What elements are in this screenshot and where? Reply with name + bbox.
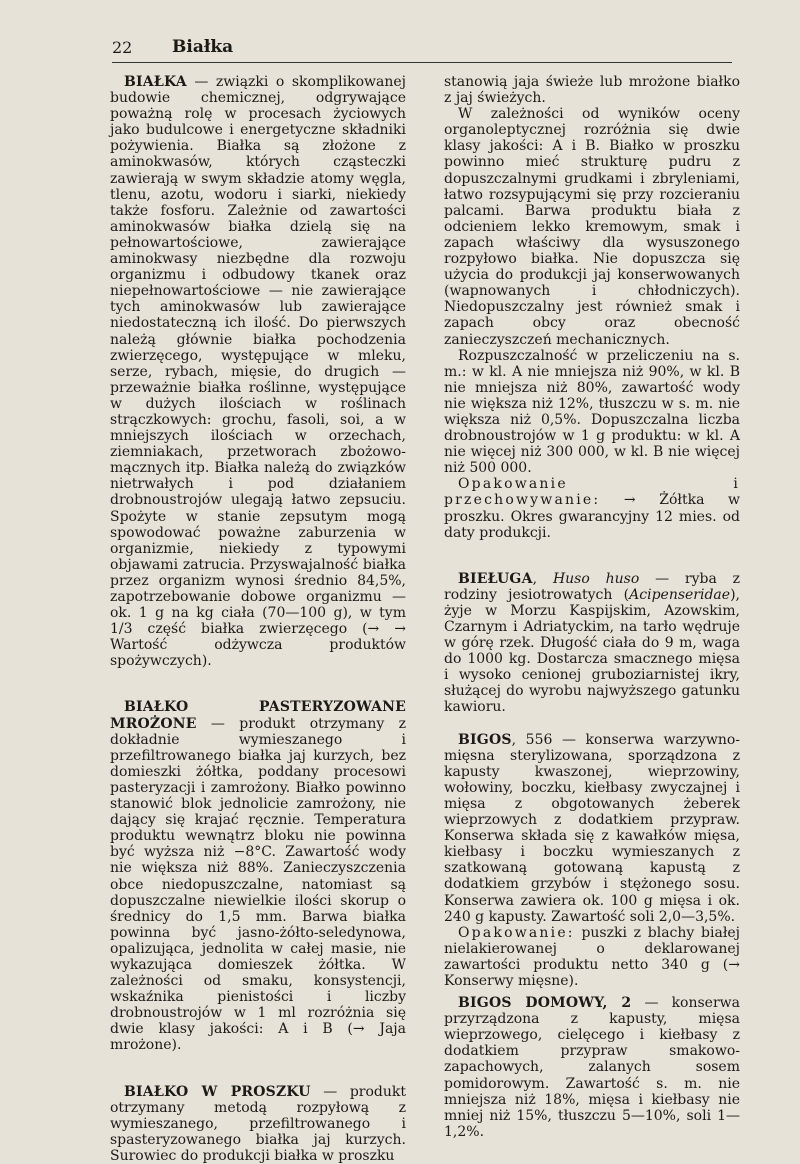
left-column	[110, 74, 406, 1164]
packaging-text: → Żółtka w proszku. Okres gwarancyjny 12 mies. od daty produkcji.	[444, 492, 740, 541]
entry-bieluga: BIEŁUGA, Huso huso — ryba z rodziny jesiotrowatych (Acipenseridae), żyje w Morzu Kaspijskim, Azowskim, Czarnym i Adriatyckim, na tarło wędruje w górę rzek. Długość ciała do 9 m, waga do 1000 kg. Dostarcza smacznego mięsa i wysoko cenionej gruboziarnistej ikry, służącej do wyrobu najwyższego gatunku kawioru.	[444, 570, 741, 716]
packaging-text: puszki z blachy białej nielakierowanej o deklarowanej zawartości produktu netto 340 g (→ Konserwy mięsne).	[444, 924, 740, 989]
headword-bigos: BIGOS	[458, 731, 512, 748]
headword-bialko-pasteryzowane: BIAŁKO PASTERYZOWANE MROŻONE	[110, 699, 406, 732]
paragraph: Rozpuszczalność w przeliczeniu na s. m.: w kl. A nie mniejsza niż 90%, w kl. B nie mniejsza niż 80%, zawartość wody nie większa niż 12%, tłuszczu w s. m. nie większa niż 0,5%. Dopuszczalna liczba drobnoustrojów w 1 g produktu: w kl. A nie więcej niż 300 000, w kl. B nie więcej niż 500 000.	[444, 347, 740, 477]
entry-bialko-w-proszku	[110, 1084, 406, 1164]
family-name: Acipenseridae	[629, 586, 731, 603]
packaging-note	[444, 476, 740, 540]
entry-bigos	[444, 732, 740, 925]
entry-text: — konserwa przyrządzona z kapusty, mięsa wieprzowego, cielęcego i kiełbasy z dodatkiem przypraw smakowo-zapachowych, zalanych sosem pomidorowym. Zawartość s. m. nie mniejsza niż 18%, mięsa i kiełbasy nie mniej niż 15%, tłuszczu 5—10%, soli 1—1,2%.	[444, 995, 740, 1140]
running-title: Białka	[172, 37, 234, 57]
entry-text: — ryba z rodziny jesiotrowatych (	[444, 570, 741, 603]
headword-bieluga: BIEŁUGA	[458, 570, 533, 587]
entry-bialko-pasteryzowane	[110, 699, 406, 1053]
entry-text: ), żyje w Morzu Kaspijskim, Azowskim, Czarnym i Adriatyckim, na tarło wędruje w górę rzek. Długość ciała do 9 m, waga do 1000 kg. Dostarcza smacznego mięsa i wysoko cenionej gruboziarnistej ikry, służącej do wyrobu najwyższego gatunku kawioru.	[444, 586, 740, 716]
entry-bigos-domowy	[444, 995, 740, 1140]
packaging-note	[444, 925, 740, 989]
entry-bialka	[110, 74, 406, 669]
running-header	[112, 36, 732, 63]
entry-text: — produkt otrzymany metodą rozpyłową z wymieszanego, przefiltrowanego i spasteryzowanego białka jaj kurzych. Surowiec do produkcji białka w proszku	[110, 1083, 406, 1164]
entry-text: — produkt otrzymany z dokładnie wymieszanego i przefiltrowanego białka jaj kurzych, bez domieszki żółtka, poddany procesowi pasteryzacji i zamrożony. Białko powinno stanowić blok jednolicie zamrożony, nie dający się krajać ręcznie. Temperatura produktu wewnątrz bloku nie powinna być wyższa niż −8°C. Zawartość wody nie większa niż 88%. Zanieczyszczenia obce niedopuszczalne, natomiast są dopuszczalne niewielkie ilości skorup o średnicy do 1,5 mm. Barwa białka powinna być jasno-żółto-seledynowa, opalizująca, jednolita w całej masie, nie wykazująca domieszek żółtka. W zależności od smaku, konsystencji, wskaźnika pienistości i liczby drobnoustrojów w 1 ml rozróżnia się dwie klasy jakości: A i B (→ Jaja mrożone).	[110, 715, 406, 1054]
page-number: 22	[112, 38, 133, 57]
entry-text: — konserwa warzywno-mięsna sterylizowana, sporządzona z kapusty kwaszonej, wieprzowiny, wołowiny, boczku, kiełbasy zwyczajnej i mięsa z obgotowanych żeberek wieprzowych z dodatkiem przypraw. Konserwa składa się z kawałków mięsa, kiełbasy i boczku wymieszanych z szatkowaną gotowaną kapustą z dodatkiem grzybów i stężonego sosu. Konserwa zawiera ok. 100 g mięsa i ok. 240 g kapusty. Zawartość soli 2,0—3,5%.	[444, 731, 740, 925]
packaging-label: Opakowanie i przechowywanie:	[444, 476, 740, 509]
latin-name: Huso huso	[552, 570, 640, 587]
headword-bialka: BIAŁKA	[124, 74, 187, 90]
right-column	[444, 74, 740, 1140]
entry-text: — związki o skomplikowanej budowie chemicznej, odgrywające poważną rolę w procesach życiowych jako budulcowe i energetyczne składniki pożywienia. Białka są złożone z aminokwasów, których cząsteczki zawierają w swym składzie atomy węgla, tlenu, azotu, wodoru i siarki, niekiedy także fosforu. Zależnie od zawartości aminokwasów białka dzielą się na pełnowartościowe, zawierające aminokwasy niezbędne dla rozwoju organizmu i odbudowy tkanek oraz niepełnowartościowe — nie zawierające tych aminokwasów lub zawierające niedostateczną ich ilość. Do pierwszych należą głównie białka pochodzenia zwierzęcego, występujące w mleku, serze, rybach, mięsie, do drugich — przeważnie białka roślinne, występujące w dużych ilościach w roślinach strączkowych: grochu, fasoli, soi, a w mniejszych ilościach w orzechach, ziemniakach, przetworach zbożowo-mącznych itp. Białka należą do związków nietrwałych i pod działaniem drobnoustrojów ulegają łatwo zepsuciu. Spożyte w stanie zepsutym mogą spowodować poważne zaburzenia w organizmie, niekiedy z typowymi objawami zatrucia. Przyswajalność białka przez organizm wynosi średnio 84,5%, zapotrzebowanie dobowe organizmu — ok. 1 g na kg ciała (70—100 g), w tym 1/3 część białka zwierzęcego (→ → Wartość odżywcza produktów spożywczych).	[110, 74, 406, 670]
packaging-label: Opakowanie:	[458, 924, 575, 941]
continued-text: stanowią jaja świeże lub mrożone białko z jaj świeżych.	[444, 74, 740, 107]
paragraph: W zależności od wyników oceny organoleptycznej rozróżnia się dwie klasy jakości: A i B. Białko w proszku powinno mieć strukturę pudru z dopuszczalnymi grudkami i zbryleniami, łatwo rozsypującymi się przy rozcieraniu palcami. Barwa produktu biała z odcieniem lekko kremowym, smak i zapach właściwy dla wysuszonego rozpyłowo białka. Nie dopuszcza się użycia do produkcji jaj konserwowanych (wapnowanych i chłodniczych). Niedopuszczalny jest również smak i zapach obcy oraz obecność zanieczyszczeń mechanicznych.	[444, 106, 740, 348]
headword-bialko-w-proszku: BIAŁKO W PROSZKU	[124, 1083, 311, 1100]
entry-number: , 556	[511, 731, 553, 748]
headword-bigos-domowy: BIGOS DOMOWY, 2	[458, 995, 632, 1012]
